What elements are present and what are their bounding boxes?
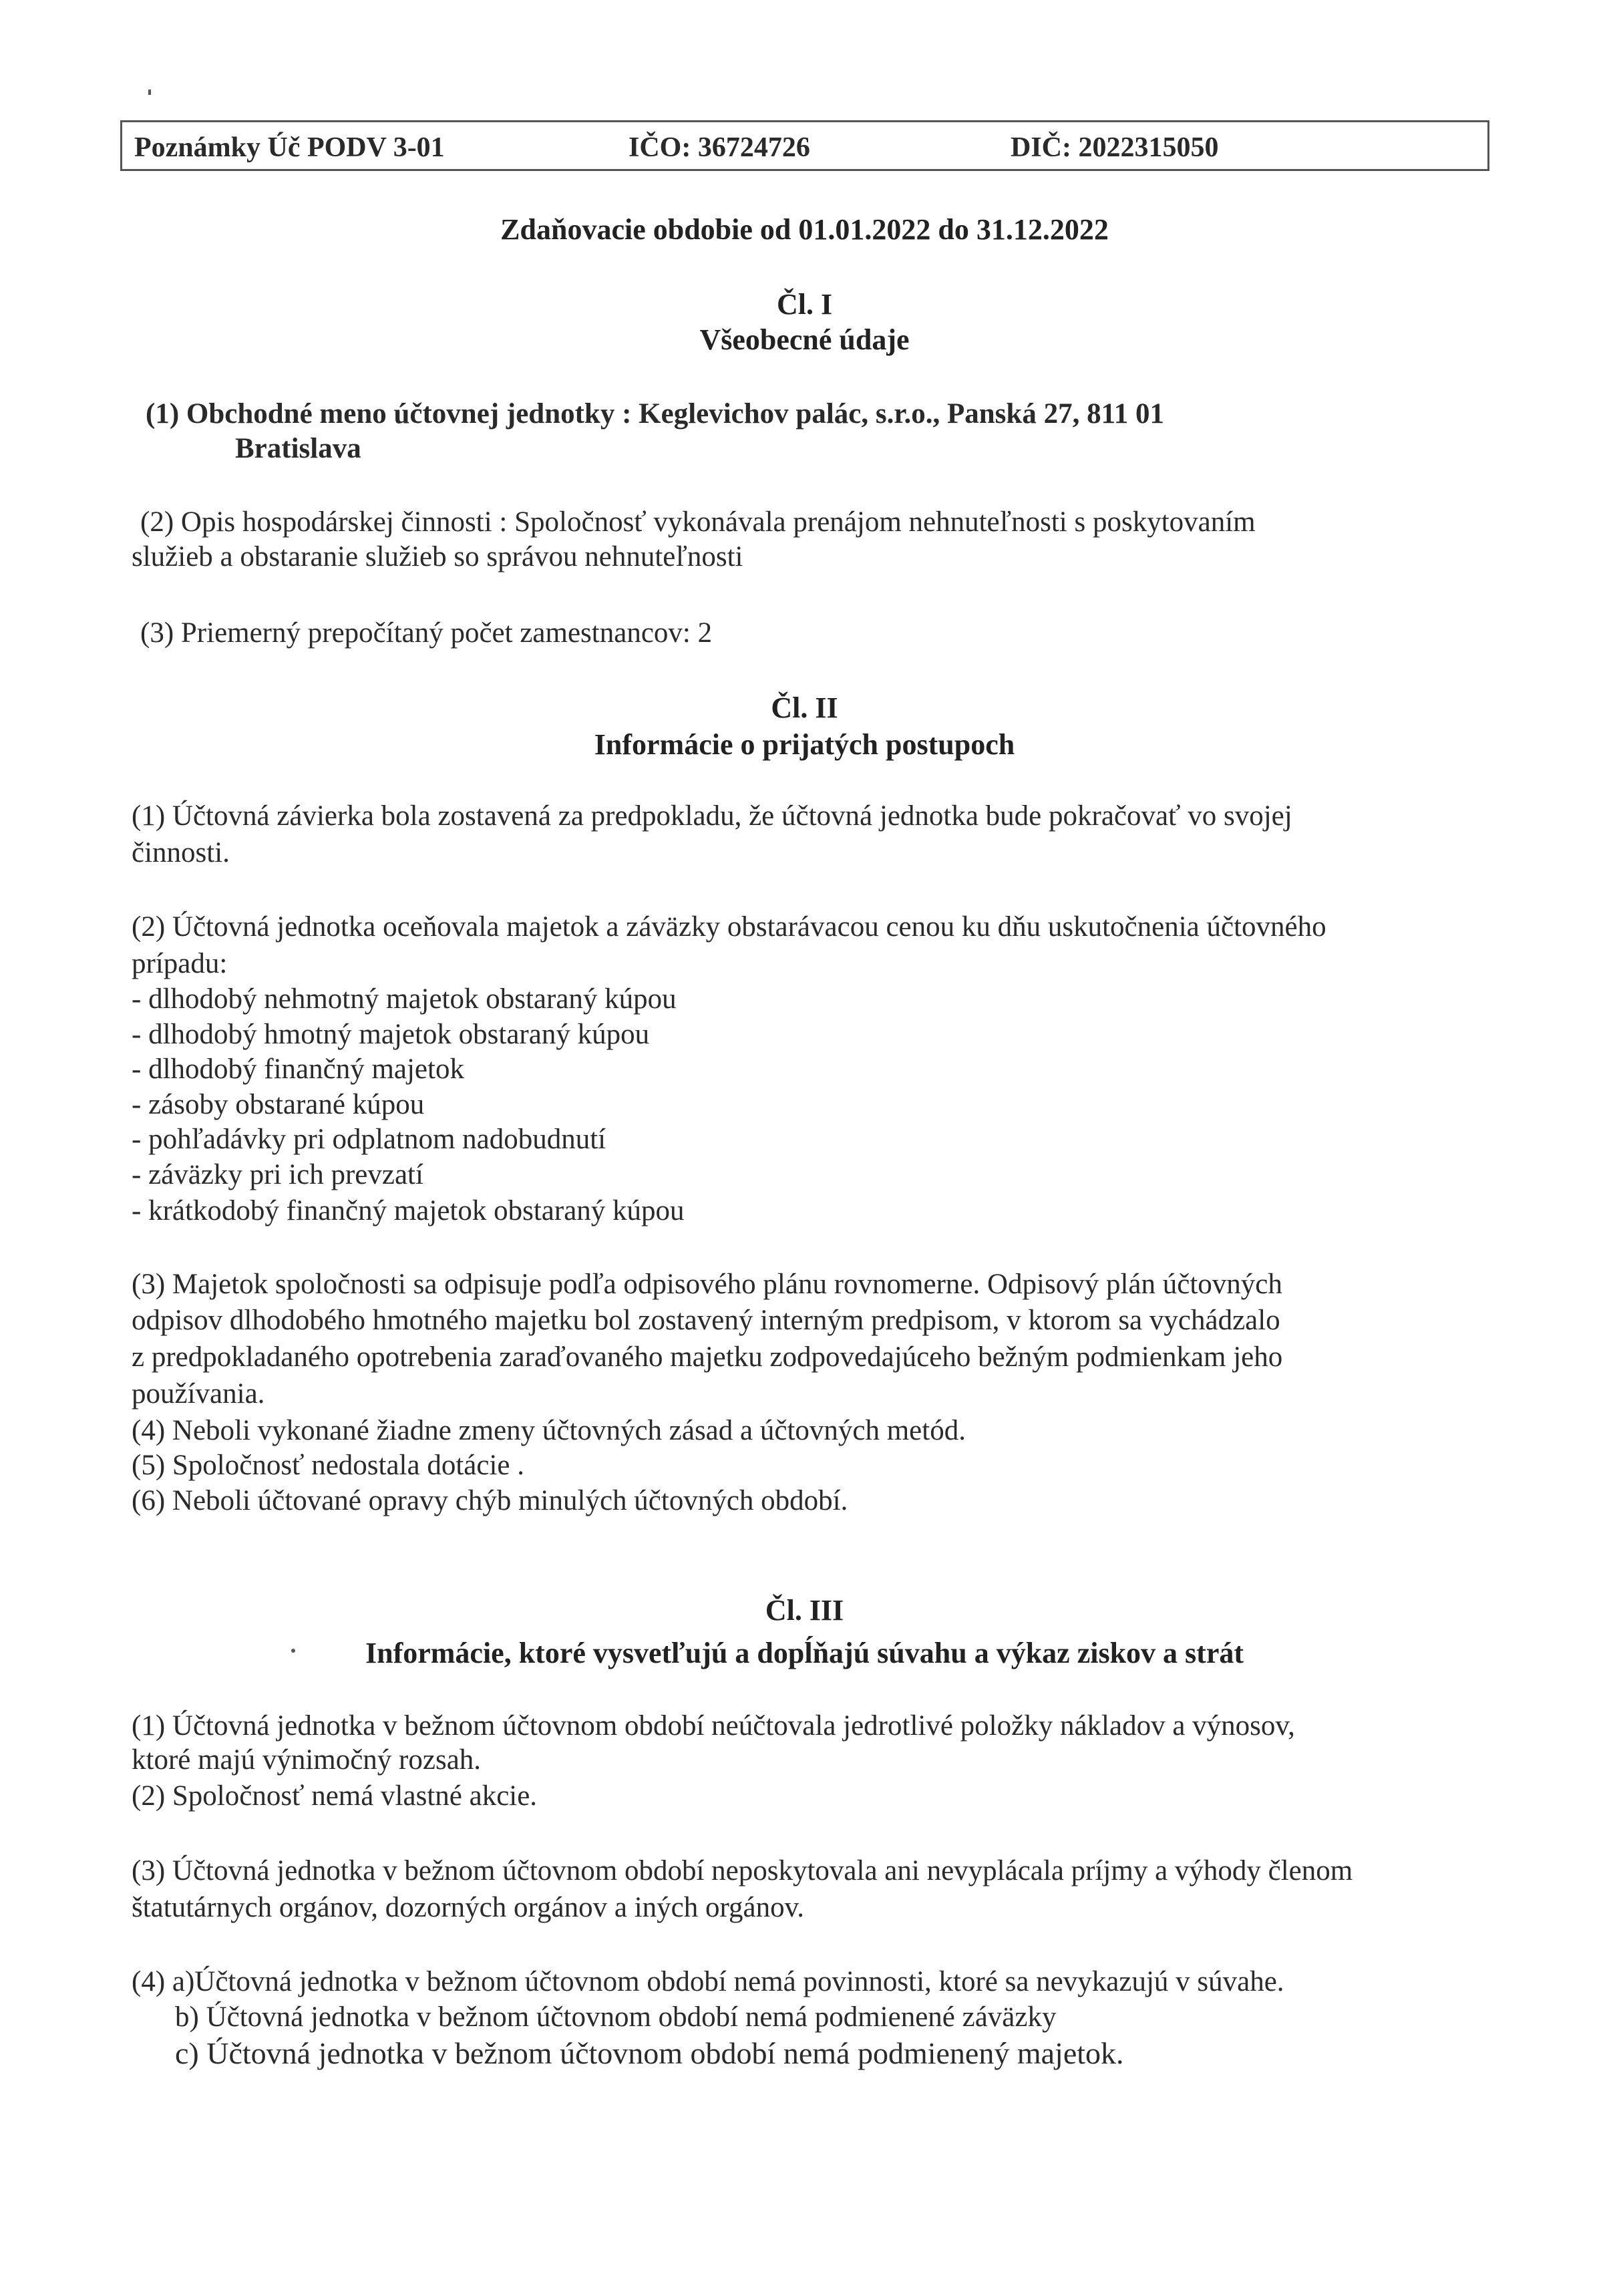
- list-item: - dlhodobý hmotný majetok obstaraný kúpou: [132, 1019, 650, 1050]
- s2-p3-line2: odpisov dlhodobého hmotného majetku bol zostavený interným predpisom, v ktorom sa vychádzalo: [132, 1305, 1280, 1336]
- dic: DIČ: 2022315050: [1011, 132, 1219, 163]
- s2-p6: (6) Neboli účtované opravy chýb minulých účtovných období.: [132, 1485, 848, 1516]
- s3-p3-line2: štatutárnych orgánov, dozorných orgánov a iných orgánov.: [132, 1892, 805, 1923]
- list-item: - krátkodobý finančný majetok obstaraný kúpou: [132, 1195, 685, 1226]
- s2-p2-line1: (2) Účtovná jednotka oceňovala majetok a záväzky obstarávacou cenou ku dňu uskutočnenia účtovného: [132, 911, 1326, 943]
- s3-p4b: b) Účtovná jednotka v bežnom účtovnom období nemá podmienené záväzky: [175, 2001, 1057, 2033]
- list-item: - dlhodobý finančný majetok: [132, 1053, 464, 1085]
- section-3-number: Čl. III: [765, 1594, 844, 1627]
- list-item: - pohľadávky pri odplatnom nadobudnutí: [132, 1124, 606, 1155]
- s3-p1-line1: (1) Účtovná jednotka v bežnom účtovnom období neúčtovala jedrotlivé položky nákladov a výnosov,: [132, 1710, 1295, 1742]
- section-2-number: Čl. II: [771, 691, 838, 724]
- s1-p2-line2: služieb a obstaranie služieb so správou nehnuteľnosti: [132, 541, 743, 572]
- s2-p3-line4: používania.: [132, 1378, 265, 1410]
- doc-code: Poznámky Úč PODV 3-01: [134, 132, 445, 163]
- s3-p3-line1: (3) Účtovná jednotka v bežnom účtovnom období neposkytovala ani nevyplácala príjmy a výhody členom: [132, 1855, 1353, 1887]
- s3-p4c: c) Účtovná jednotka v bežnom účtovnom období nemá podmienený majetok.: [175, 2036, 1124, 2070]
- s1-p1-line2: Bratislava: [235, 433, 361, 464]
- s2-p1-line2: činnosti.: [132, 837, 230, 868]
- s2-p2-line2: prípadu:: [132, 948, 228, 979]
- s1-p2-line1: (2) Opis hospodárskej činnosti : Spoločnosť vykonávala prenájom nehnuteľnosti s poskytovaním: [140, 506, 1256, 538]
- s2-p3-line1: (3) Majetok spoločnosti sa odpisuje podľa odpisového plánu rovnomerne. Odpisový plán účtovných: [132, 1269, 1282, 1300]
- s3-p4a: (4) a)Účtovná jednotka v bežnom účtovnom období nemá povinnosti, ktoré sa nevykazujú v súvahe.: [132, 1966, 1284, 1997]
- s2-p5: (5) Spoločnosť nedostala dotácie .: [132, 1450, 524, 1481]
- list-item: - záväzky pri ich prevzatí: [132, 1159, 423, 1190]
- s1-p3: (3) Priemerný prepočítaný počet zamestnancov: 2: [140, 617, 713, 649]
- section-1-title: Všeobecné údaje: [699, 323, 910, 356]
- section-2-title: Informácie o prijatých postupoch: [594, 728, 1015, 761]
- section-1-number: Čl. I: [776, 288, 833, 321]
- s2-p3-line3: z predpokladaného opotrebenia zaraďovaného majetku zodpovedajúceho bežným podmienkam jeho: [132, 1341, 1283, 1373]
- list-item: - zásoby obstarané kúpou: [132, 1089, 425, 1120]
- s3-p1-line2: ktoré majú výnimočný rozsah.: [132, 1744, 482, 1776]
- scan-speck: [148, 90, 151, 95]
- ico: IČO: 36724726: [629, 132, 810, 163]
- list-item: - dlhodobý nehmotný majetok obstaraný kúpou: [132, 983, 677, 1015]
- s2-p1-line1: (1) Účtovná závierka bola zostavená za predpokladu, že účtovná jednotka bude pokračovať vo svojej: [132, 800, 1292, 832]
- document-header-box: [120, 120, 1489, 171]
- s2-p4: (4) Neboli vykonané žiadne zmeny účtovných zásad a účtovných metód.: [132, 1415, 966, 1446]
- s1-p1-line1: (1) Obchodné meno účtovnej jednotky : Keglevichov palác, s.r.o., Panská 27, 811 01: [146, 398, 1164, 430]
- s3-p2: (2) Spoločnosť nemá vlastné akcie.: [132, 1780, 538, 1812]
- tax-period: Zdaňovacie obdobie od 01.01.2022 do 31.12.2022: [500, 213, 1109, 246]
- section-3-title: Informácie, ktoré vysvetľujú a dopĺňajú súvahu a výkaz ziskov a strát: [365, 1637, 1244, 1669]
